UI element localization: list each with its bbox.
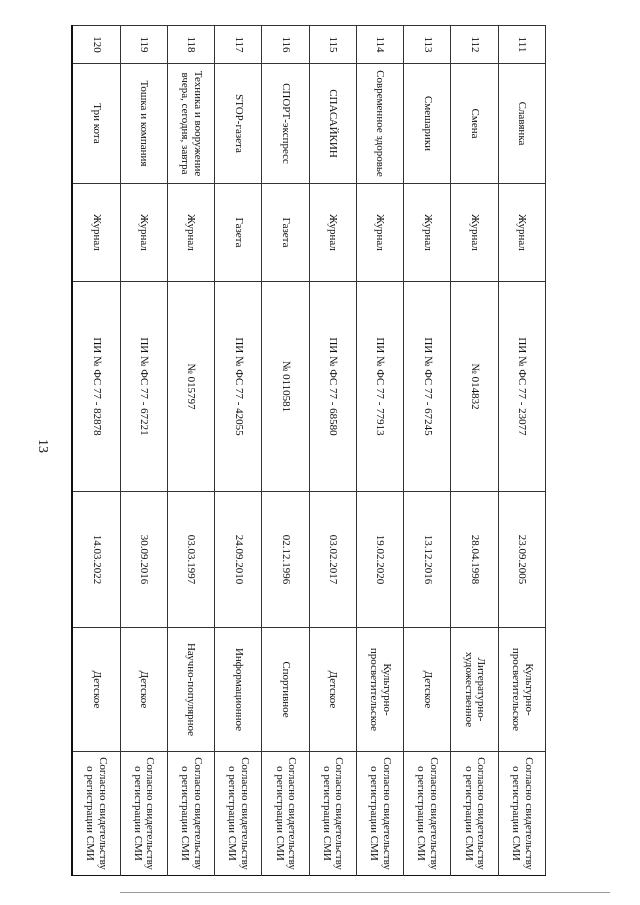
row-number: 119 <box>120 26 167 64</box>
registration-date: 19.02.2020 <box>356 492 403 628</box>
row-number: 111 <box>498 26 545 64</box>
row-number: 112 <box>451 26 498 64</box>
table-row <box>262 26 309 876</box>
basis: Согласно свидетельству о регистрации СМИ <box>72 752 120 876</box>
publication-title: Техника и вооружение вчера, сегодня, завтра <box>167 64 214 184</box>
basis: Согласно свидетельству о регистрации СМИ <box>120 752 167 876</box>
publication-type: Журнал <box>404 184 451 282</box>
registration-date: 14.03.2022 <box>72 492 120 628</box>
registration-number: № 0110581 <box>262 282 309 492</box>
registration-date: 13.12.2016 <box>404 492 451 628</box>
registration-date: 02.12.1996 <box>262 492 309 628</box>
table-row <box>120 26 167 876</box>
publication-type: Журнал <box>451 184 498 282</box>
publication-title: Смена <box>451 64 498 184</box>
row-number: 118 <box>167 26 214 64</box>
specialization: Детское <box>120 628 167 752</box>
publication-title: Славянка <box>498 64 545 184</box>
registration-number: ПИ № ФС 77 - 42055 <box>215 282 262 492</box>
publication-type: Газета <box>215 184 262 282</box>
table-row <box>309 26 356 876</box>
scan-edge-line <box>120 892 610 893</box>
publication-type: Журнал <box>356 184 403 282</box>
specialization: Культурно-просветительское <box>498 628 545 752</box>
table-row <box>498 26 545 876</box>
registration-date: 03.03.1997 <box>167 492 214 628</box>
registration-date: 23.09.2005 <box>498 492 545 628</box>
specialization: Детское <box>404 628 451 752</box>
registration-number: ПИ № ФС 77 - 82878 <box>72 282 120 492</box>
row-number: 117 <box>215 26 262 64</box>
table-row <box>72 26 120 876</box>
table-row <box>451 26 498 876</box>
publication-type: Журнал <box>309 184 356 282</box>
basis: Согласно свидетельству о регистрации СМИ <box>215 752 262 876</box>
specialization: Научно-популярное <box>167 628 214 752</box>
registration-number: ПИ № ФС 77 - 67245 <box>404 282 451 492</box>
publication-title: СПАСАЙКИН <box>309 64 356 184</box>
row-number: 115 <box>309 26 356 64</box>
publication-type: Журнал <box>120 184 167 282</box>
basis: Согласно свидетельству о регистрации СМИ <box>404 752 451 876</box>
registration-number: ПИ № ФС 77 - 68580 <box>309 282 356 492</box>
registration-number: ПИ № ФС 77 - 67221 <box>120 282 167 492</box>
publication-title: Три кота <box>72 64 120 184</box>
basis: Согласно свидетельству о регистрации СМИ <box>167 752 214 876</box>
table-row <box>167 26 214 876</box>
table-row <box>356 26 403 876</box>
specialization: Детское <box>72 628 120 752</box>
page-number: 13 <box>35 439 50 453</box>
registration-date: 24.09.2010 <box>215 492 262 628</box>
row-number: 114 <box>356 26 403 64</box>
registration-number: № 014832 <box>451 282 498 492</box>
publication-type: Газета <box>262 184 309 282</box>
specialization: Детское <box>309 628 356 752</box>
basis: Согласно свидетельству о регистрации СМИ <box>498 752 545 876</box>
row-number: 113 <box>404 26 451 64</box>
publication-title: Смешарики <box>404 64 451 184</box>
publication-title: СПОРТ-экспресс <box>262 64 309 184</box>
table-row <box>404 26 451 876</box>
media-register-table <box>71 25 546 876</box>
row-number: 116 <box>262 26 309 64</box>
specialization: Спортивное <box>262 628 309 752</box>
specialization: Культурно-просветительское <box>356 628 403 752</box>
table-container <box>71 25 546 875</box>
specialization: Информационное <box>215 628 262 752</box>
row-number: 120 <box>72 26 120 64</box>
specialization: Литературно-художественное <box>451 628 498 752</box>
basis: Согласно свидетельству о регистрации СМИ <box>262 752 309 876</box>
basis: Согласно свидетельству о регистрации СМИ <box>309 752 356 876</box>
registration-date: 30.09.2016 <box>120 492 167 628</box>
registration-date: 28.04.1998 <box>451 492 498 628</box>
publication-type: Журнал <box>167 184 214 282</box>
publication-type: Журнал <box>72 184 120 282</box>
registration-number: № 015797 <box>167 282 214 492</box>
table-row <box>215 26 262 876</box>
registration-number: ПИ № ФС 77 - 77913 <box>356 282 403 492</box>
publication-title: Тошка и компания <box>120 64 167 184</box>
registration-number: ПИ № ФС 77 - 23077 <box>498 282 545 492</box>
publication-title: STOP-газета <box>215 64 262 184</box>
basis: Согласно свидетельству о регистрации СМИ <box>451 752 498 876</box>
registration-date: 03.02.2017 <box>309 492 356 628</box>
basis: Согласно свидетельству о регистрации СМИ <box>356 752 403 876</box>
publication-type: Журнал <box>498 184 545 282</box>
publication-title: Современное здоровье <box>356 64 403 184</box>
